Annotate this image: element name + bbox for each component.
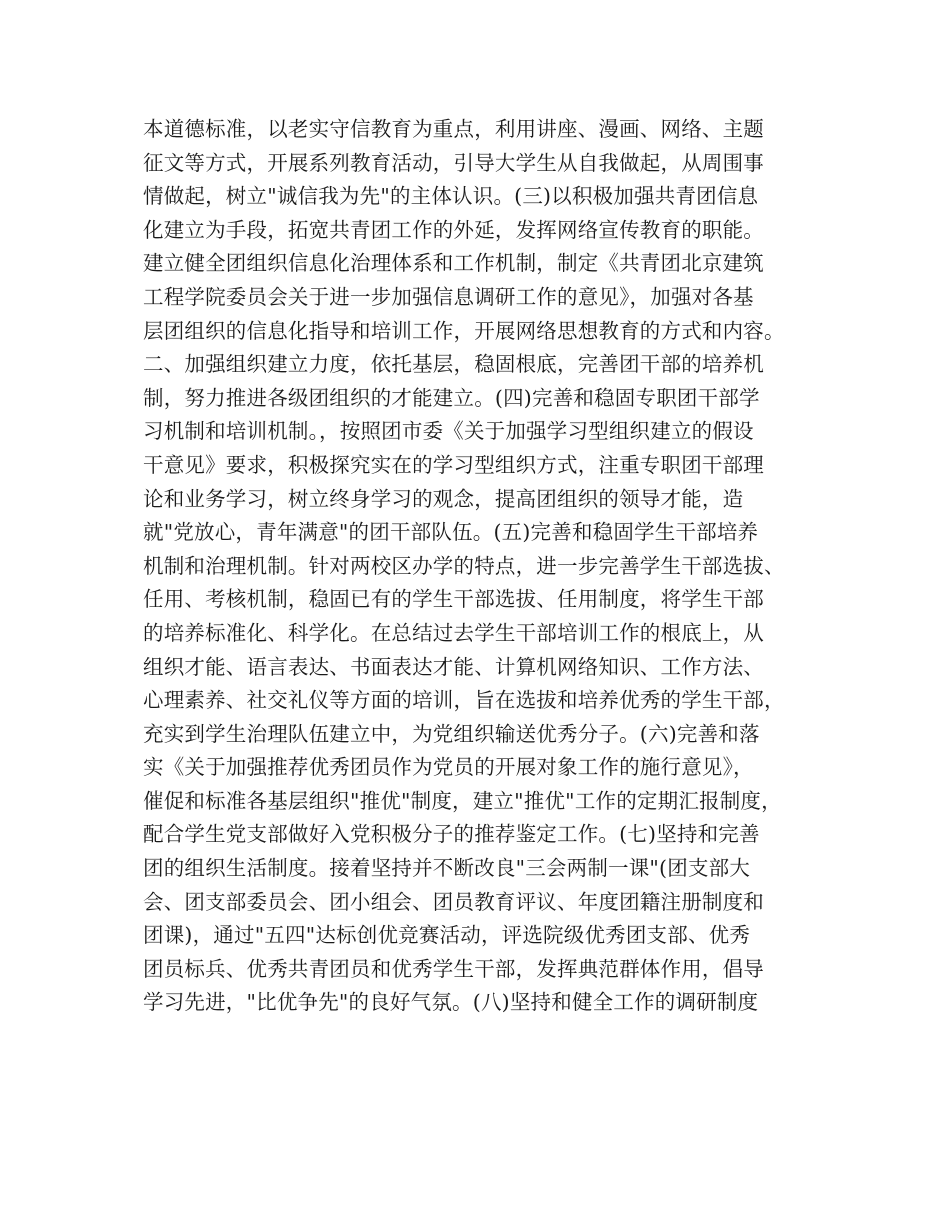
text-line-24: 会、团支部委员会、团小组会、团员教育评议、年度团籍注册制度和 xyxy=(143,889,764,914)
text-line-21: 催促和标准各基层组织"推优"制度，建立"推优"工作的定期汇报制度， xyxy=(143,788,782,813)
text-line-19: 充实到学生治理队伍建立中，为党组织输送优秀分子。(六)完善和落 xyxy=(143,721,760,746)
text-line-4: 化建立为手段，拓宽共青团工作的外延，发挥网络宣传教育的职能。 xyxy=(143,217,764,242)
text-line-26: 团员标兵、优秀共青团员和优秀学生干部，发挥典范群体作用，倡导 xyxy=(143,956,764,981)
text-line-10: 习机制和培训机制。，按照团市委《关于加强学习型组织建立的假设 xyxy=(143,419,754,444)
text-line-1: 本道德标准，以老实守信教育为重点，利用讲座、漫画、网络、主题 xyxy=(143,117,764,141)
body-text xyxy=(143,113,843,1020)
text-line-20: 实《关于加强推荐优秀团员作为党员的开展对象工作的施行意见》， xyxy=(143,755,754,780)
text-line-25: 团课)，通过"五四"达标创优竞赛活动，评选院级优秀团支部、优秀 xyxy=(143,923,751,948)
text-line-15: 任用、考核机制，稳固已有的学生干部选拔、任用制度，将学生干部 xyxy=(143,587,764,612)
text-line-17: 组织才能、语言表达、书面表达才能、计算机网络知识、工作方法、 xyxy=(143,654,764,679)
text-line-9: 制，努力推进各级团组织的才能建立。(四)完善和稳固专职团干部学 xyxy=(143,385,760,410)
text-line-14: 机制和治理机制。针对两校区办学的特点，进一步完善学生干部选拔、 xyxy=(143,553,785,578)
text-line-12: 论和业务学习，树立终身学习的观念，提高团组织的领导才能，造 xyxy=(143,486,744,511)
text-line-13: 就"党放心，青年满意"的团干部队伍。(五)完善和稳固学生干部培养 xyxy=(143,520,759,545)
text-line-7: 层团组织的信息化指导和培训工作，开展网络思想教育的方式和内容。 xyxy=(143,318,785,343)
text-line-6: 工程学院委员会关于进一步加强信息调研工作的意见》，加强对各基 xyxy=(143,284,754,309)
text-line-3: 情做起，树立"诚信我为先"的主体认识。(三)以积极加强共青团信息 xyxy=(143,184,759,209)
text-line-8: 二、加强组织建立力度，依托基层，稳固根底，完善团干部的培养机 xyxy=(143,352,764,377)
text-line-18: 心理素养、社交礼仪等方面的培训，旨在选拔和培养优秀的学生干部， xyxy=(143,688,785,713)
text-line-2: 征文等方式，开展系列教育活动，引导大学生从自我做起，从周围事 xyxy=(143,150,764,175)
text-line-16: 的培养标准化、科学化。在总结过去学生干部培训工作的根底上，从 xyxy=(143,620,764,645)
text-line-27: 学习先进，"比优争先"的良好气氛。(八)坚持和健全工作的调研制度 xyxy=(143,990,759,1015)
text-line-23: 团的组织生活制度。接着坚持并不断改良"三会两制一课"(团支部大 xyxy=(143,856,751,881)
text-line-11: 干意见》要求，积极探究实在的学习型组织方式，注重专职团干部理 xyxy=(143,452,764,477)
text-line-5: 建立健全团组织信息化治理体系和工作机制，制定《共青团北京建筑 xyxy=(143,251,764,276)
text-line-22: 配合学生党支部做好入党积极分子的推荐鉴定工作。(七)坚持和完善 xyxy=(143,822,760,847)
